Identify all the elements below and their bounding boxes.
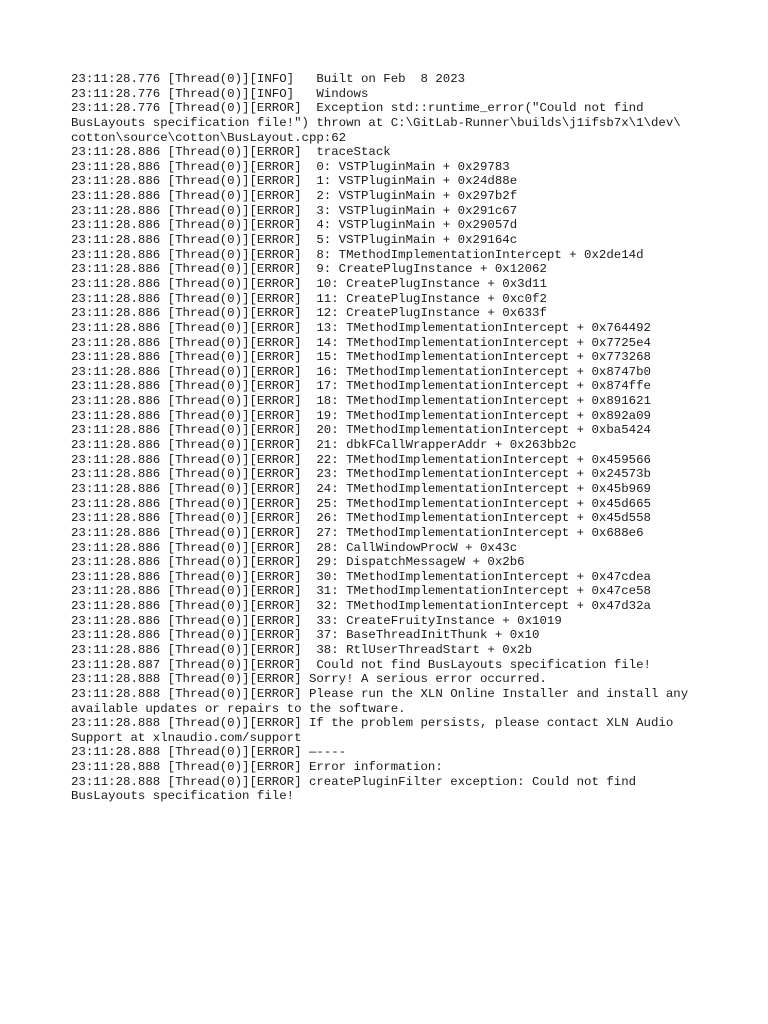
- log-line: BusLayouts specification file!") thrown at C:\GitLab-Runner\builds\j1ifsb7x\1\dev\: [71, 115, 681, 130]
- log-line: 23:11:28.776 [Thread(0)][INFO] Windows: [71, 86, 369, 101]
- log-text-block: [71, 72, 721, 804]
- log-line: 23:11:28.886 [Thread(0)][ERROR] 20: TMethodImplementationIntercept + 0xba5424: [71, 423, 651, 438]
- log-line: 23:11:28.886 [Thread(0)][ERROR] 23: TMethodImplementationIntercept + 0x24573b: [71, 467, 651, 482]
- log-line: 23:11:28.886 [Thread(0)][ERROR] 32: TMethodImplementationIntercept + 0x47d32a: [71, 599, 651, 614]
- log-line: 23:11:28.886 [Thread(0)][ERROR] 1: VSTPluginMain + 0x24d88e: [71, 174, 518, 189]
- log-line: 23:11:28.888 [Thread(0)][ERROR] Please run the XLN Online Installer and install any: [71, 686, 689, 701]
- log-line: 23:11:28.886 [Thread(0)][ERROR] 25: TMethodImplementationIntercept + 0x45d665: [71, 496, 651, 511]
- log-line: 23:11:28.886 [Thread(0)][ERROR] 19: TMethodImplementationIntercept + 0x892a09: [71, 408, 651, 423]
- log-line: 23:11:28.886 [Thread(0)][ERROR] 8: TMethodImplementationIntercept + 0x2de14d: [71, 247, 644, 262]
- log-line: 23:11:28.886 [Thread(0)][ERROR] 4: VSTPluginMain + 0x29057d: [71, 218, 518, 233]
- log-line: 23:11:28.888 [Thread(0)][ERROR] Error information:: [71, 760, 443, 775]
- log-line: Support at xlnaudio.com/support: [71, 730, 302, 745]
- log-line: 23:11:28.886 [Thread(0)][ERROR] 26: TMethodImplementationIntercept + 0x45d558: [71, 511, 651, 526]
- log-line: 23:11:28.886 [Thread(0)][ERROR] 28: CallWindowProcW + 0x43c: [71, 540, 518, 555]
- log-line: 23:11:28.888 [Thread(0)][ERROR] If the problem persists, please contact XLN Audio: [71, 716, 674, 731]
- log-line: 23:11:28.886 [Thread(0)][ERROR] 21: dbkFCallWrapperAddr + 0x263bb2c: [71, 438, 577, 453]
- log-line: BusLayouts specification file!: [71, 789, 295, 804]
- log-line: 23:11:28.888 [Thread(0)][ERROR] Sorry! A serious error occurred.: [71, 672, 547, 687]
- log-line: 23:11:28.886 [Thread(0)][ERROR] 38: RtlUserThreadStart + 0x2b: [71, 642, 533, 657]
- log-line: 23:11:28.886 [Thread(0)][ERROR] 27: TMethodImplementationIntercept + 0x688e6: [71, 525, 644, 540]
- log-line: 23:11:28.886 [Thread(0)][ERROR] 2: VSTPluginMain + 0x297b2f: [71, 189, 518, 204]
- log-line: 23:11:28.886 [Thread(0)][ERROR] 16: TMethodImplementationIntercept + 0x8747b0: [71, 364, 651, 379]
- log-line: available updates or repairs to the software.: [71, 701, 406, 716]
- log-line: 23:11:28.886 [Thread(0)][ERROR] 12: CreatePlugInstance + 0x633f: [71, 306, 547, 321]
- log-line: 23:11:28.776 [Thread(0)][INFO] Built on Feb 8 2023: [71, 72, 466, 86]
- log-line: 23:11:28.886 [Thread(0)][ERROR] 31: TMethodImplementationIntercept + 0x47ce58: [71, 584, 651, 599]
- log-line: 23:11:28.886 [Thread(0)][ERROR] 11: CreatePlugInstance + 0xc0f2: [71, 291, 547, 306]
- log-line: 23:11:28.888 [Thread(0)][ERROR] —----: [71, 745, 347, 760]
- log-line: 23:11:28.886 [Thread(0)][ERROR] 22: TMethodImplementationIntercept + 0x459566: [71, 452, 651, 467]
- log-line: cotton\source\cotton\BusLayout.cpp:62: [71, 130, 347, 145]
- log-line: 23:11:28.886 [Thread(0)][ERROR] 0: VSTPluginMain + 0x29783: [71, 159, 510, 174]
- log-line: 23:11:28.886 [Thread(0)][ERROR] 13: TMethodImplementationIntercept + 0x764492: [71, 320, 651, 335]
- log-line: 23:11:28.886 [Thread(0)][ERROR] 37: BaseThreadInitThunk + 0x10: [71, 628, 540, 643]
- log-line: 23:11:28.886 [Thread(0)][ERROR] 10: CreatePlugInstance + 0x3d11: [71, 276, 547, 291]
- log-line: 23:11:28.887 [Thread(0)][ERROR] Could not find BusLayouts specification file!: [71, 657, 651, 672]
- log-line: 23:11:28.888 [Thread(0)][ERROR] createPluginFilter exception: Could not find: [71, 774, 637, 789]
- log-line: 23:11:28.886 [Thread(0)][ERROR] 24: TMethodImplementationIntercept + 0x45b969: [71, 481, 651, 496]
- log-line: 23:11:28.776 [Thread(0)][ERROR] Exception std::runtime_error("Could not find: [71, 101, 644, 116]
- log-line: 23:11:28.886 [Thread(0)][ERROR] 5: VSTPluginMain + 0x29164c: [71, 233, 518, 248]
- log-line: 23:11:28.886 [Thread(0)][ERROR] 3: VSTPluginMain + 0x291c67: [71, 203, 518, 218]
- log-line: 23:11:28.886 [Thread(0)][ERROR] 18: TMethodImplementationIntercept + 0x891621: [71, 394, 651, 409]
- log-line: 23:11:28.886 [Thread(0)][ERROR] 15: TMethodImplementationIntercept + 0x773268: [71, 350, 651, 365]
- log-line: 23:11:28.886 [Thread(0)][ERROR] 33: CreateFruityInstance + 0x1019: [71, 613, 562, 628]
- log-line: 23:11:28.886 [Thread(0)][ERROR] 30: TMethodImplementationIntercept + 0x47cdea: [71, 569, 651, 584]
- log-line: 23:11:28.886 [Thread(0)][ERROR] 17: TMethodImplementationIntercept + 0x874ffe: [71, 379, 651, 394]
- log-line: 23:11:28.886 [Thread(0)][ERROR] 14: TMethodImplementationIntercept + 0x7725e4: [71, 335, 651, 350]
- log-line: 23:11:28.886 [Thread(0)][ERROR] traceStack: [71, 145, 391, 160]
- log-line: 23:11:28.886 [Thread(0)][ERROR] 9: CreatePlugInstance + 0x12062: [71, 262, 547, 277]
- log-line: 23:11:28.886 [Thread(0)][ERROR] 29: DispatchMessageW + 0x2b6: [71, 555, 525, 570]
